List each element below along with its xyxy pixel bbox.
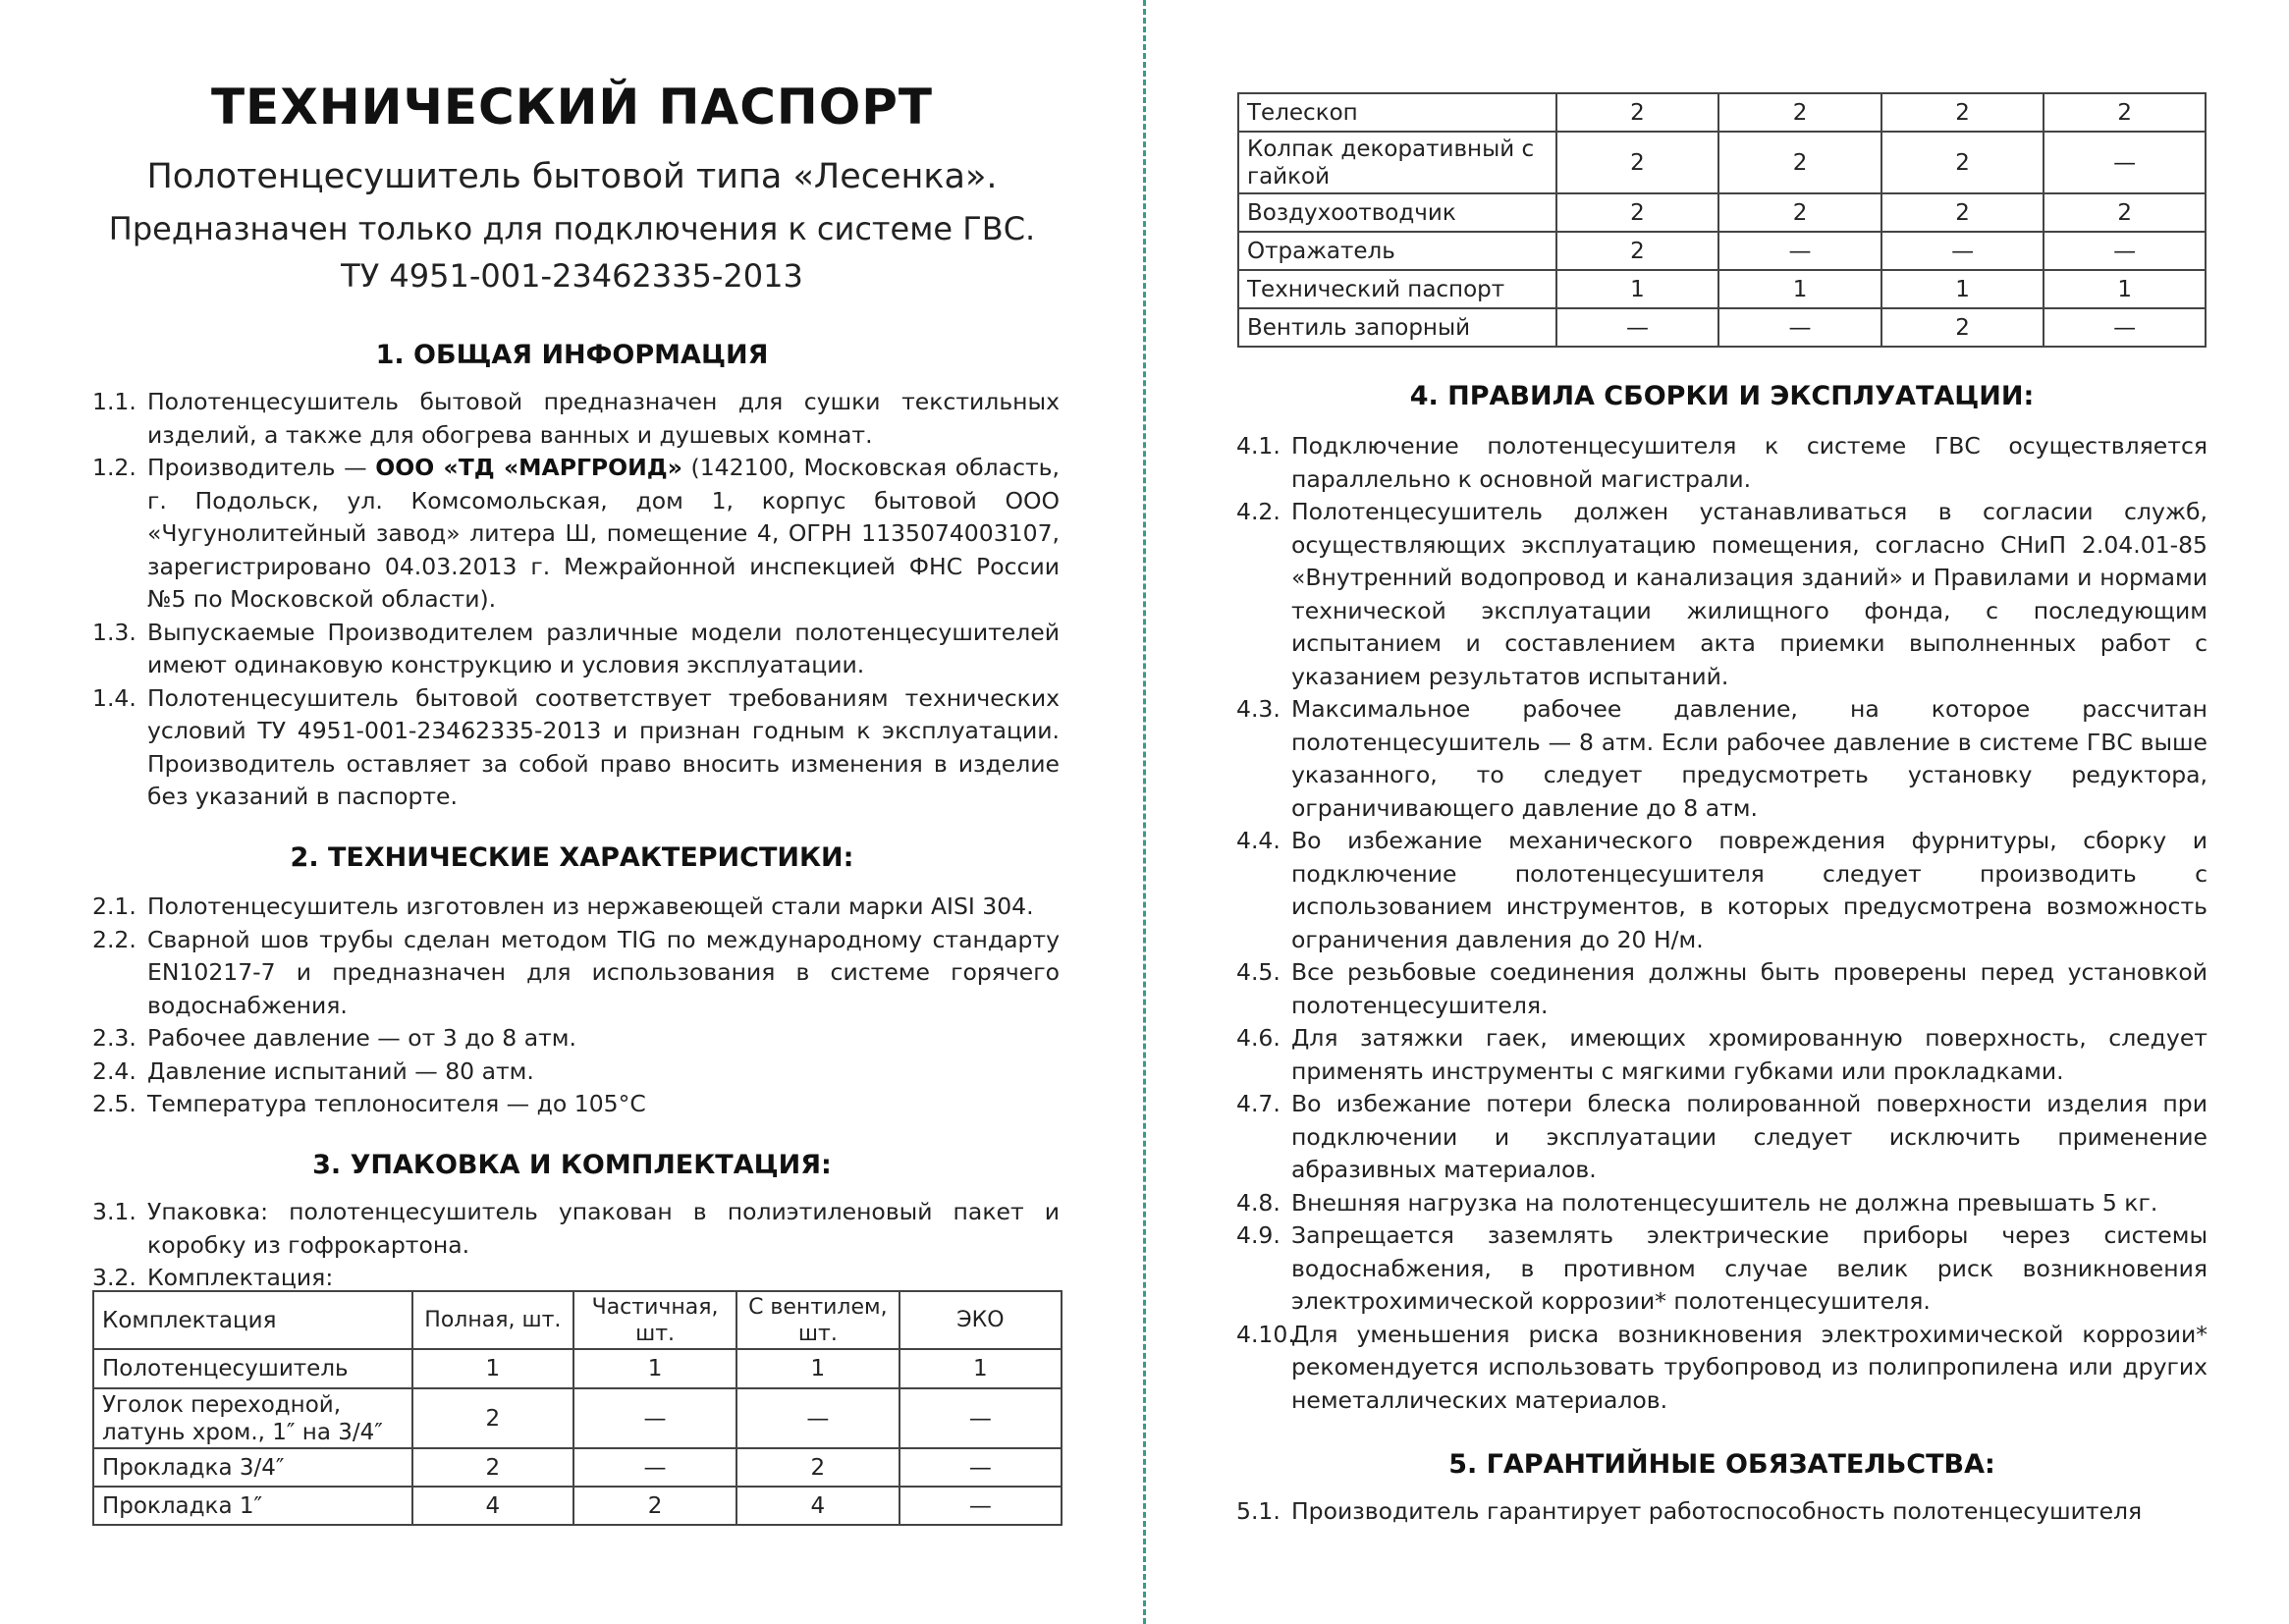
- list-item: [92, 386, 1060, 452]
- section-4-list: [1236, 430, 2207, 1417]
- column-header: С вентилем, шт.: [736, 1291, 899, 1349]
- item-text: Максимальное рабочее давление, на которое рассчитан полотенцесушитель — 8 атм. Если рабочее давление в системе ГВС выше указанного, то следует предусмотреть установку редуктора, ограничивающего давление до 8 атм.: [1291, 695, 2207, 822]
- item-number: 1.1.: [92, 388, 136, 415]
- cell: 1: [899, 1349, 1062, 1388]
- item-number: 3.2.: [92, 1264, 136, 1291]
- row-label: Прокладка 3/4″: [93, 1448, 412, 1487]
- cell: 2: [1556, 93, 1719, 132]
- cell: —: [736, 1388, 899, 1448]
- list-item: [92, 617, 1060, 682]
- item-text: Полотенцесушитель должен устанавливаться в согласии служб, осуществляющих эксплуатацию помещения, согласно СНиП 2.04.01-85 «Внутренний водопровод и канализация зданий» и Правилами и нормами технической эксплуатации жилищного фонда, с последующим испытанием и составлением акта приемки выполненных работ с указанием результатов испытаний.: [1291, 498, 2207, 690]
- list-item: [92, 1088, 1060, 1121]
- row-label: Полотенцесушитель: [93, 1349, 412, 1388]
- cell: —: [2044, 232, 2206, 270]
- item-number: 3.1.: [92, 1198, 136, 1225]
- item-number: 5.1.: [1236, 1497, 1281, 1525]
- column-header: Частичная, шт.: [573, 1291, 736, 1349]
- document-title: ТЕХНИЧЕСКИЙ ПАСПОРТ: [210, 79, 934, 135]
- item-text: Подключение полотенцесушителя к системе ГВС осуществляется параллельно к основной магистрали.: [1291, 432, 2207, 493]
- product-subtitle: Полотенцесушитель бытовой типа «Лесенка».: [146, 157, 998, 196]
- item-number: 4.3.: [1236, 695, 1281, 723]
- list-item: [92, 924, 1060, 1023]
- item-number: 2.4.: [92, 1056, 136, 1085]
- table-row: [1238, 193, 2206, 232]
- item-number: 2.2.: [92, 925, 136, 953]
- row-label: Телескоп: [1238, 93, 1556, 132]
- list-item: [92, 891, 1060, 924]
- list-item: [1236, 956, 2207, 1022]
- cell: —: [1881, 232, 2044, 270]
- cell: 4: [412, 1487, 574, 1525]
- cell: 2: [1881, 93, 2044, 132]
- cell: 2: [1881, 132, 2044, 193]
- list-item: [92, 1022, 1060, 1056]
- list-item: [1236, 430, 2207, 496]
- item-text: Комплектация:: [147, 1264, 334, 1291]
- cell: 2: [1718, 193, 1881, 232]
- cell: —: [899, 1448, 1062, 1487]
- item-text: Выпускаемые Производителем различные модели полотенцесушителей имеют одинаковую конструкцию и условия эксплуатации.: [147, 618, 1060, 678]
- table-row: [1238, 93, 2206, 132]
- item-text: Во избежание потери блеска полированной поверхности изделия при подключении и эксплуатации следует исключить применение абразивных материалов.: [1291, 1090, 2207, 1183]
- cell: 2: [1881, 308, 2044, 347]
- cell: 1: [736, 1349, 899, 1388]
- cell: 2: [1556, 132, 1719, 193]
- cell: —: [573, 1448, 736, 1487]
- list-item: [1236, 693, 2207, 825]
- list-item: [92, 452, 1060, 617]
- row-label: Технический паспорт: [1238, 270, 1556, 308]
- list-item: [92, 1196, 1060, 1262]
- cell: 2: [573, 1487, 736, 1525]
- spec-subtitle: ТУ 4951-001-23462335-2013: [341, 257, 803, 295]
- cell: —: [1556, 308, 1719, 347]
- item-number: 1.4.: [92, 683, 136, 712]
- section-1-list: [92, 386, 1060, 814]
- item-text: Все резьбовые соединения должны быть проверены перед установкой полотенцесушителя.: [1291, 958, 2207, 1019]
- item-number: 2.1.: [92, 893, 136, 920]
- item-text: (142100, Московская область, г. Подольск, ул. Комсомольская, дом 1, корпус бытовой ООО «Чугунолитейный завод» литера Ш, помещение 4, ОГРН 1135074003107, зарегистрировано 04.03.2013 г. Межрайонной инспекцией ФНС России №5 по Московской области).: [147, 454, 1060, 613]
- cell: 2: [412, 1388, 574, 1448]
- item-number: 1.3.: [92, 618, 136, 646]
- row-label: Уголок переходной, латунь хром., 1″ на 3/4″: [93, 1388, 412, 1448]
- item-number: 4.6.: [1236, 1024, 1281, 1052]
- section-2-list: [92, 891, 1060, 1121]
- column-header: Комплектация: [93, 1291, 412, 1349]
- item-number: 4.2.: [1236, 498, 1281, 525]
- section-3-list: [92, 1196, 1060, 1295]
- cell: —: [2044, 132, 2206, 193]
- row-label: Воздухоотводчик: [1238, 193, 1556, 232]
- table-header-row: [93, 1291, 1062, 1349]
- item-text: Запрещается заземлять электрические приборы через системы водоснабжения, в противном случае велик риск возникновения электрохимической коррозии* полотенцесушителя.: [1291, 1221, 2207, 1315]
- cell: 1: [1718, 270, 1881, 308]
- cell: 2: [1556, 232, 1719, 270]
- section-2-heading: 2. ТЕХНИЧЕСКИЕ ХАРАКТЕРИСТИКИ:: [290, 842, 854, 873]
- list-item: [1236, 1022, 2207, 1088]
- cell: 2: [1881, 193, 2044, 232]
- item-number: 4.5.: [1236, 958, 1281, 986]
- table-row: [93, 1388, 1062, 1448]
- list-item: [92, 1056, 1060, 1089]
- table-row: [93, 1487, 1062, 1525]
- manufacturer-name: ООО «ТД «МАРГРОИД»: [375, 454, 682, 481]
- item-number: 2.5.: [92, 1090, 136, 1117]
- cell: —: [899, 1388, 1062, 1448]
- section-3-heading: 3. УПАКОВКА И КОМПЛЕКТАЦИЯ:: [312, 1150, 832, 1180]
- item-text: Полотенцесушитель бытовой соответствует требованиям технических условий ТУ 4951-001-23462335-2013 и признан годным к эксплуатации. Производитель оставляет за собой право вносить изменения в изделие без указаний в паспорте.: [147, 683, 1060, 810]
- kit-table-part-2: [1237, 92, 2207, 348]
- row-label: Отражатель: [1238, 232, 1556, 270]
- table-row: [1238, 270, 2206, 308]
- item-number: 4.4.: [1236, 827, 1281, 854]
- item-number: 4.7.: [1236, 1090, 1281, 1117]
- item-text: Сварной шов трубы сделан методом TIG по международному стандарту EN10217-7 и предназначен для использования в системе горячего водоснабжения.: [147, 925, 1060, 1019]
- cell: 1: [1556, 270, 1719, 308]
- list-item: [1236, 1088, 2207, 1187]
- cell: 1: [2044, 270, 2206, 308]
- row-label: Колпак декоративный с гайкой: [1238, 132, 1556, 193]
- list-item: [1236, 496, 2207, 693]
- section-4-heading: 4. ПРАВИЛА СБОРКИ И ЭКСПЛУАТАЦИИ:: [1409, 381, 2035, 411]
- item-number: 4.8.: [1236, 1188, 1281, 1217]
- cell: 2: [412, 1448, 574, 1487]
- list-item: [1236, 1319, 2207, 1418]
- item-text: Рабочее давление — от 3 до 8 атм.: [147, 1024, 576, 1052]
- cell: 1: [1881, 270, 2044, 308]
- cell: 1: [412, 1349, 574, 1388]
- item-text: Давление испытаний — 80 атм.: [147, 1056, 534, 1085]
- table-row: [1238, 308, 2206, 347]
- item-text: Производитель —: [147, 454, 376, 481]
- table-row: [1238, 232, 2206, 270]
- list-item: [1236, 1495, 2207, 1529]
- item-text: Полотенцесушитель изготовлен из нержавеющей стали марки AISI 304.: [147, 893, 1034, 920]
- cell: —: [1718, 232, 1881, 270]
- item-number: 1.2.: [92, 454, 136, 481]
- cell: 2: [2044, 93, 2206, 132]
- item-number: 4.9.: [1236, 1221, 1281, 1249]
- item-text: Полотенцесушитель бытовой предназначен для сушки текстильных изделий, а также для обогрева ванных и душевых комнат.: [147, 388, 1060, 449]
- item-text: Температура теплоносителя — до 105°C: [147, 1090, 646, 1117]
- section-1-heading: 1. ОБЩАЯ ИНФОРМАЦИЯ: [375, 340, 769, 370]
- kit-table-part-1: [92, 1290, 1063, 1526]
- purpose-subtitle: Предназначен только для подключения к системе ГВС.: [108, 210, 1036, 247]
- cell: —: [2044, 308, 2206, 347]
- item-number: 4.10.: [1236, 1320, 1295, 1348]
- cell: 2: [736, 1448, 899, 1487]
- list-item: [1236, 825, 2207, 956]
- item-number: 4.1.: [1236, 432, 1281, 460]
- item-text: Для уменьшения риска возникновения электрохимической коррозии* рекомендуется использовать трубопровод из полипропилена или других неметаллических материалов.: [1291, 1320, 2207, 1414]
- item-text: Во избежание механического повреждения фурнитуры, сборку и подключение полотенцесушителя следует производить с использованием инструментов, в которых предусмотрена возможность ограничения давления до 20 Н/м.: [1291, 827, 2207, 953]
- cell: 2: [1556, 193, 1719, 232]
- cell: 4: [736, 1487, 899, 1525]
- cell: 2: [1718, 93, 1881, 132]
- cell: 1: [573, 1349, 736, 1388]
- section-5-heading: 5. ГАРАНТИЙНЫЕ ОБЯЗАТЕЛЬСТВА:: [1448, 1449, 1995, 1480]
- table-row: [93, 1349, 1062, 1388]
- cell: 2: [1718, 132, 1881, 193]
- list-item: [1236, 1187, 2207, 1220]
- section-5-list: [1236, 1495, 2207, 1529]
- item-text: Упаковка: полотенцесушитель упакован в полиэтиленовый пакет и коробку из гофрокартона.: [147, 1198, 1060, 1259]
- cell: 2: [2044, 193, 2206, 232]
- row-label: Вентиль запорный: [1238, 308, 1556, 347]
- item-text: Внешняя нагрузка на полотенцесушитель не должна превышать 5 кг.: [1291, 1188, 2158, 1217]
- table-row: [1238, 132, 2206, 193]
- item-number: 2.3.: [92, 1024, 136, 1052]
- list-item: [1236, 1219, 2207, 1319]
- row-label: Прокладка 1″: [93, 1487, 412, 1525]
- item-text: Производитель гарантирует работоспособность полотенцесушителя: [1291, 1497, 2143, 1525]
- cell: —: [573, 1388, 736, 1448]
- cell: —: [899, 1487, 1062, 1525]
- list-item: [92, 682, 1060, 814]
- item-text: Для затяжки гаек, имеющих хромированную поверхность, следует применять инструменты с мягкими губками или прокладками.: [1291, 1024, 2207, 1085]
- column-header: Полная, шт.: [412, 1291, 574, 1349]
- table-row: [93, 1448, 1062, 1487]
- cell: —: [1718, 308, 1881, 347]
- column-header: ЭКО: [899, 1291, 1062, 1349]
